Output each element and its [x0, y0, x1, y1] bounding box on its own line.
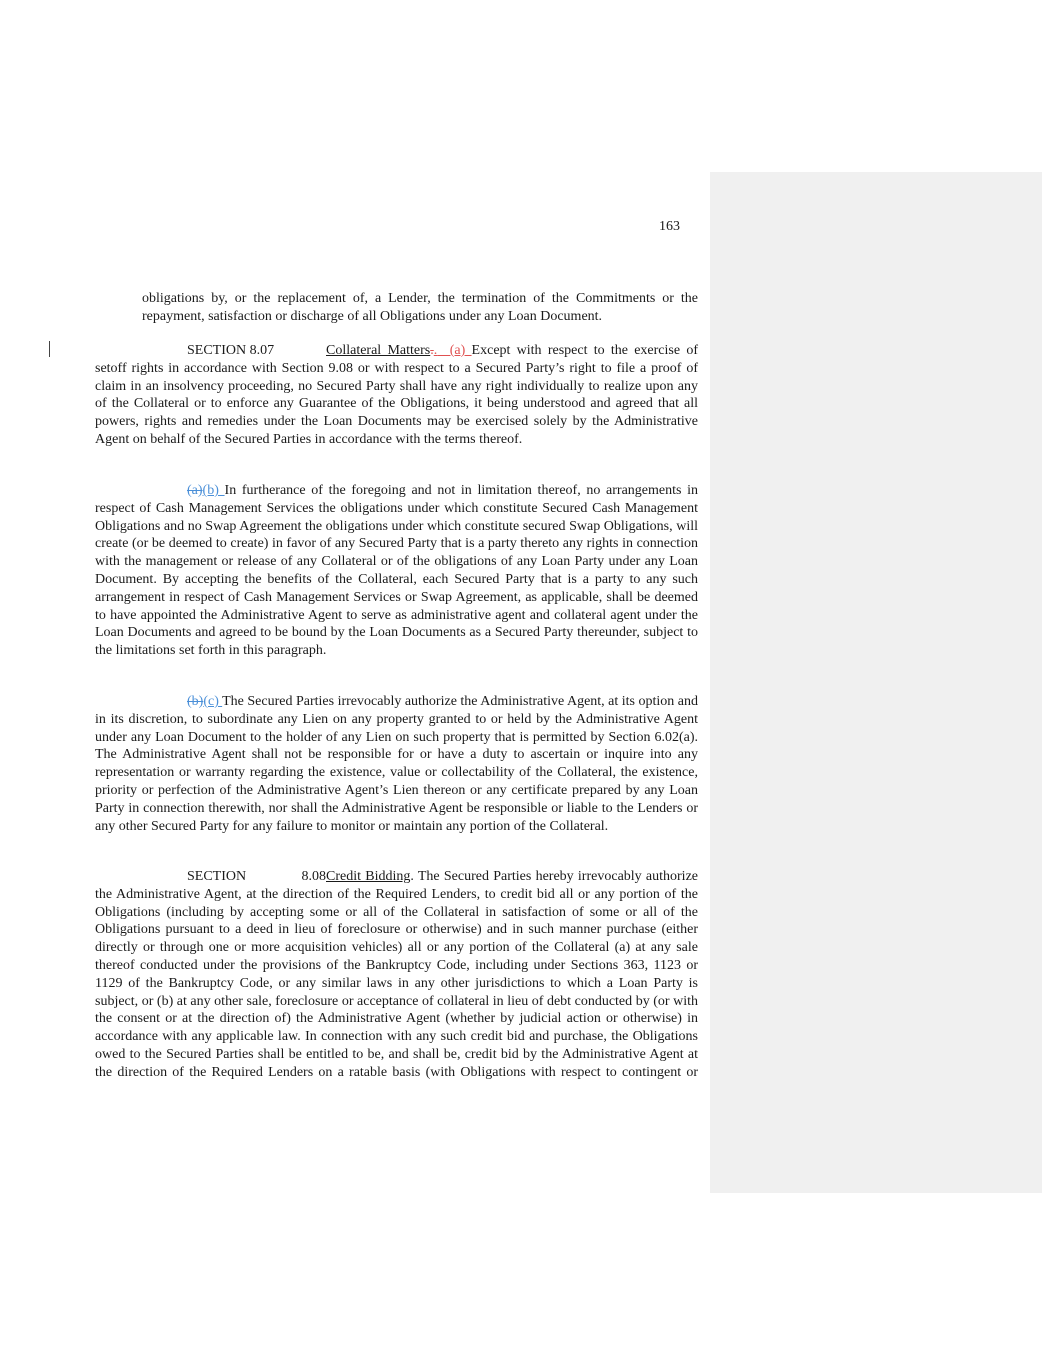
- inserted-marker-c: (c): [203, 694, 223, 709]
- paragraph-b: [95, 482, 698, 660]
- section-8-07-title: Collateral Matters: [326, 343, 431, 358]
- section-8-08-body: . The Secured Parties hereby irrevocably authorize the Administrative Agent, at the direction of the Required Lenders, to credit bid all or any portion of the Obligations (including by accepting some or all of the Collateral in satisfaction of some or all of the Obligations pursuant to a deed in lieu of foreclosure or otherwise) and in such manner purchase (either directly or through one or more acquisition vehicles) all or any portion of the Collateral (a) at any sale thereof conducted under the provisions of the Bankruptcy Code, including under Sections 363, 1123 or 1129 of the Bankruptcy Code, or any similar laws in any other jurisdictions to which a Loan Party is subject, or (b) at any other sale, foreclosure or acceptance of collateral in lieu of debt conducted by (or with the consent or at the direction of) the Administrative Agent (whether by judicial action or otherwise) in accordance with any applicable law. In connection with any such credit bid and purchase, the Obligations owed to the Secured Parties shall be entitled to be, and shall be, credit bid by the Administrative Agent at the direction of the Required Lenders on a ratable basis (with Obligations with respect to contingent or: [95, 869, 698, 1080]
- section-8-07-body: Except with respect to the exercise of setoff rights in accordance with Section 9.08 or with respect to a Secured Party’s right to file a proof of claim in an insolvency proceeding, no Secured Party shall have any right individually to realize upon any of the Collateral or to enforce any Guarantee of the Obligations, it being understood and agreed that all powers, rights and remedies under the Loan Documents may be exercised solely by the Administrative Agent on behalf of the Secured Parties in accordance with the terms thereof.: [95, 343, 698, 447]
- section-8-07: [95, 342, 698, 449]
- section-8-08-title: Credit Bidding: [326, 869, 411, 884]
- deleted-marker-b: (b): [187, 694, 204, 709]
- section-8-07-label: SECTION 8.07: [187, 343, 275, 358]
- deleted-marker-a: (a): [187, 483, 203, 498]
- paragraph-c-body: The Secured Parties irrevocably authorize the Administrative Agent, at its option and in its discretion, to subordinate any Lien on any property granted to or held by the Administrative Agent under any Loan Document to the holder of any Lien on such property that is permitted by Section 6.02(a). The Administrative Agent shall not be responsible for or have a duty to ascertain or inquire into any representation or warranty regarding the existence, value or collectability of the Collateral, the existence, priority or perfection of the Administrative Agent’s Lien thereon or any certificate prepared by any Loan Party in connection therewith, nor shall the Administrative Agent be responsible or liable to the Lenders or any other Secured Party for any failure to monitor or maintain any portion of the Collateral.: [95, 694, 698, 834]
- section-8-08: [95, 868, 698, 1082]
- paragraph-c: [95, 693, 698, 835]
- page-number: 163: [659, 219, 680, 234]
- paragraph-b-body: In furtherance of the foregoing and not in limitation thereof, no arrangements in respect of Cash Management Services the obligations under which constitute Secured Cash Management Obligations and no Swap Agreement the obligations under which constitute secured Swap Obligations, will create (or be deemed to create) in favor of any Secured Party that is a party thereto any rights in connection with the management or release of any Collateral or of the obligations of any Loan Party under any Loan Document. By accepting the benefits of the Collateral, each Secured Party that is a party to any such arrangement in respect of Cash Management Services or Swap Agreement, as applicable, shall be deemed to have appointed the Administrative Agent to serve as administrative agent and collateral agent under the Loan Documents and agreed to be bound by the Loan Documents as a Secured Party thereunder, subject to the limitations set forth in this paragraph.: [95, 483, 698, 659]
- inserted-period: .: [433, 343, 438, 358]
- inserted-marker-b: (b): [202, 483, 225, 498]
- deleted-period: .: [430, 343, 434, 358]
- change-bar: [49, 341, 50, 357]
- section-8-08-label: SECTION 8.08: [187, 869, 326, 884]
- inserted-marker-a: (a): [437, 343, 472, 358]
- comment-pane: [710, 172, 1042, 1193]
- paragraph-intro: obligations by, or the replacement of, a Lender, the termination of the Commitments or the repayment, satisfaction or discharge of all Obligations under any Loan Document.: [142, 291, 698, 324]
